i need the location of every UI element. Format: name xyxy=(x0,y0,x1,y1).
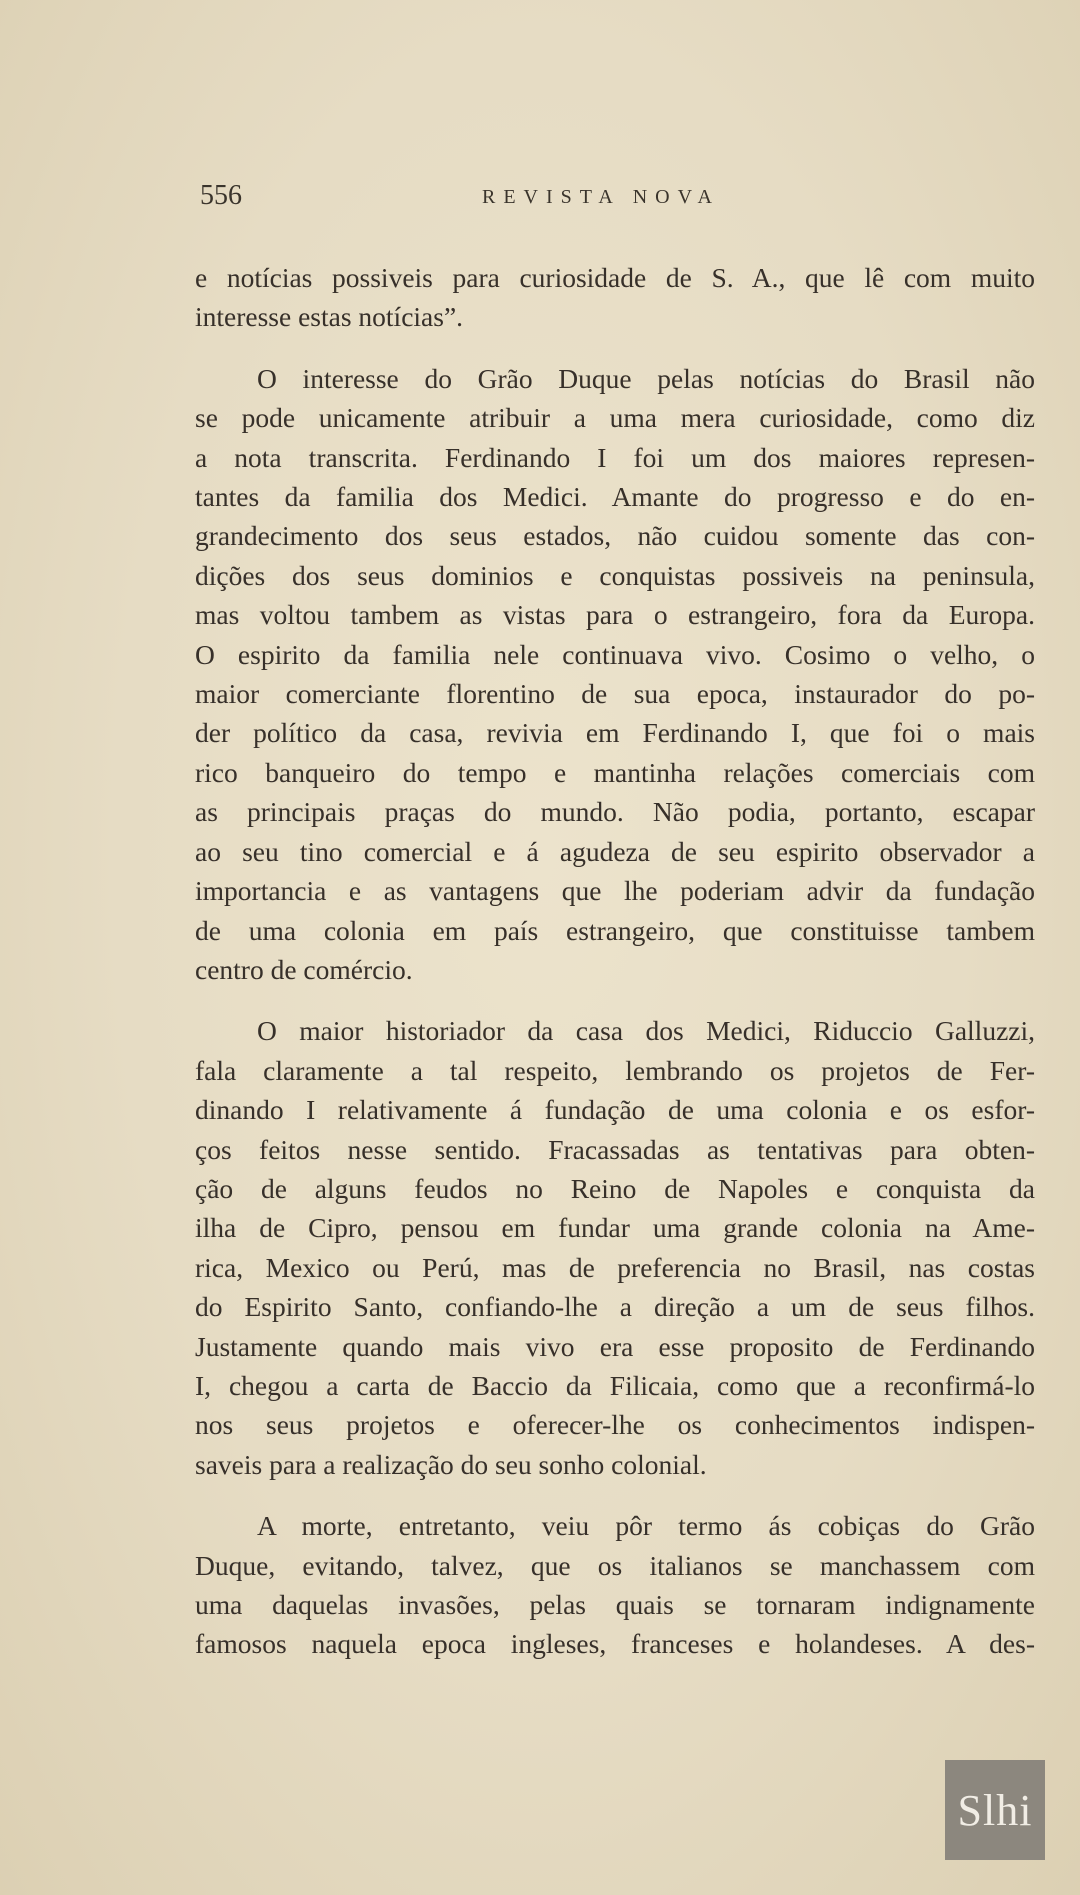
watermark-logo xyxy=(945,1760,1045,1860)
text-line: interesse estas notícias”. xyxy=(195,301,464,333)
text-line: O maior historiador da casa dos Medici, Riduccio Galluzzi, xyxy=(257,1015,1035,1047)
text-line: ços feitos nesse sentido. Fracassadas as tentativas para obten- xyxy=(195,1133,1035,1165)
text-line: ilha de Cipro, pensou em fundar uma grande colonia na Ame- xyxy=(195,1212,1035,1244)
text-line: uma daquelas invasões, pelas quais se tornaram indignamente xyxy=(195,1589,1035,1620)
text-line: Justamente quando mais vivo era esse proposito de Ferdinando xyxy=(195,1330,1035,1362)
text-line: centro de comércio. xyxy=(195,953,413,985)
watermark-text: Slhi xyxy=(957,1785,1033,1835)
text-line: O interesse do Grão Duque pelas notícias do Brasil não xyxy=(257,362,1035,394)
text-line: tantes da familia dos Medici. Amante do progresso e do en- xyxy=(195,481,1035,513)
text-line: rico banqueiro do tempo e mantinha relações comerciais com xyxy=(195,756,1035,788)
paragraph xyxy=(195,1011,1035,1484)
paragraph xyxy=(195,359,1035,990)
text-line: e notícias possiveis para curiosidade de S. A., que lê com muito xyxy=(195,262,1035,293)
text-line: famosos naquela epoca ingleses, franceses e holandeses. A des- xyxy=(195,1628,1035,1660)
text-line: se pode unicamente atribuir a uma mera curiosidade, como diz xyxy=(195,402,1035,434)
text-line: fala claramente a tal respeito, lembrando os projetos de Fer- xyxy=(195,1054,1035,1086)
paragraph-continuation xyxy=(195,258,1035,337)
text-line: maior comerciante florentino de sua epoca, instaurador do po- xyxy=(195,678,1035,710)
paragraph xyxy=(195,1506,1035,1664)
text-line: de uma colonia em país estrangeiro, que constituisse tambem xyxy=(195,914,1035,946)
running-title: REVISTA NOVA xyxy=(482,186,720,208)
text-line: O espirito da familia nele continuava vivo. Cosimo o velho, o xyxy=(195,638,1035,670)
text-line: as principais praças do mundo. Não podia, portanto, escapar xyxy=(195,796,1035,828)
text-line: mas voltou tambem as vistas para o estrangeiro, fora da Europa. xyxy=(195,599,1035,631)
text-line: Duque, evitando, talvez, que os italianos se manchassem com xyxy=(195,1549,1035,1581)
page-number: 556 xyxy=(200,180,242,211)
text-line: nos seus projetos e oferecer-lhe os conhecimentos indispen- xyxy=(195,1409,1035,1441)
text-line: dições dos seus dominios e conquistas possiveis na peninsula, xyxy=(195,559,1035,591)
page-header xyxy=(200,180,1040,220)
text-line: I, chegou a carta de Baccio da Filicaia, como que a reconfirmá-lo xyxy=(195,1369,1035,1401)
text-line: saveis para a realização do seu sonho colonial. xyxy=(195,1448,707,1480)
text-line: importancia e as vantagens que lhe poderiam advir da fundação xyxy=(195,875,1035,907)
body-text xyxy=(195,258,1035,1686)
text-line: grandecimento dos seus estados, não cuidou somente das con- xyxy=(195,520,1035,552)
text-line: dinando I relativamente á fundação de uma colonia e os esfor- xyxy=(195,1094,1035,1126)
text-line: der político da casa, revivia em Ferdinando I, que foi o mais xyxy=(195,717,1035,749)
text-line: ção de alguns feudos no Reino de Napoles e conquista da xyxy=(195,1172,1035,1204)
text-line: do Espirito Santo, confiando-lhe a direção a um de seus filhos. xyxy=(195,1291,1035,1323)
text-line: a nota transcrita. Ferdinando I foi um dos maiores represen- xyxy=(195,441,1035,473)
text-line: A morte, entretanto, veiu pôr termo ás cobiças do Grão xyxy=(257,1510,1035,1542)
text-line: rica, Mexico ou Perú, mas de preferencia no Brasil, nas costas xyxy=(195,1251,1035,1283)
text-line: ao seu tino comercial e á agudeza de seu espirito observador a xyxy=(195,835,1035,867)
